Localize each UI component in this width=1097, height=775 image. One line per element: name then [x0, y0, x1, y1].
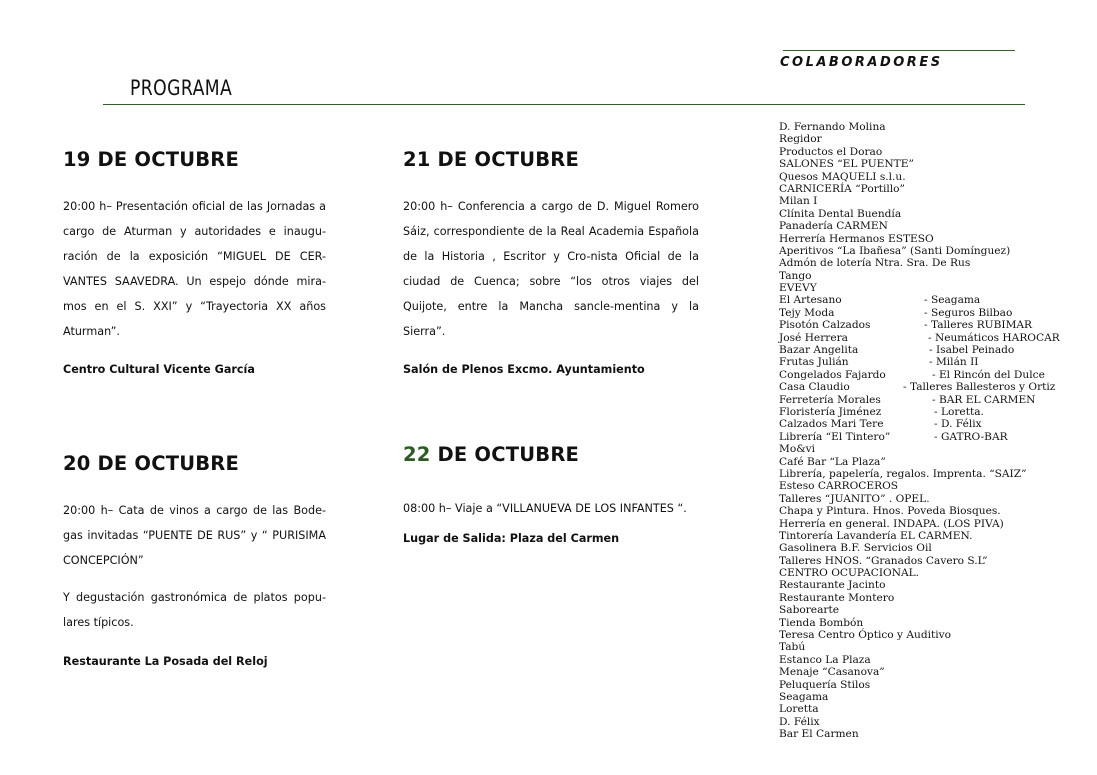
day-20-venue: Restaurante La Posada del Reloj — [63, 655, 268, 668]
colaborador-name: Casa Claudio — [779, 381, 850, 394]
day-21-heading: 21 DE OCTUBRE — [403, 148, 580, 171]
colaborador-item — [779, 716, 1079, 728]
colaborador-item — [779, 195, 1079, 207]
colaborador-item — [779, 431, 1079, 443]
colaborador-item — [779, 691, 1079, 703]
day-19-heading: 19 DE OCTUBRE — [63, 148, 240, 171]
colaborador-item — [779, 443, 1079, 455]
colaborador-name-secondary: - GATRO-BAR — [934, 430, 1008, 443]
colaborador-name: José Herrera — [779, 331, 848, 344]
colaborador-item — [779, 480, 1079, 492]
colaborador-name: Restaurante Montero — [779, 591, 895, 604]
colaborador-name: Menaje “Casanova” — [779, 666, 885, 679]
colaborador-name: Milan I — [779, 195, 818, 208]
colaborador-name: Tango — [779, 269, 812, 282]
colaborador-name-secondary: - Seagama — [924, 294, 981, 307]
colaborador-name: Pisotón Calzados — [779, 319, 871, 332]
colaborador-name: D. Fernando Molina — [779, 121, 886, 133]
colaboradores-list — [779, 121, 1079, 741]
colaborador-item — [779, 617, 1079, 629]
colaborador-item — [779, 468, 1079, 480]
colaborador-item — [779, 592, 1079, 604]
colaborador-name: Tabú — [779, 641, 806, 654]
colaborador-name: Talleres HNOS. “Granados Cavero S.L” — [779, 554, 988, 567]
colaborador-name: Calzados Mari Tere — [779, 418, 884, 431]
colaborador-item — [779, 245, 1079, 257]
colaborador-item — [779, 257, 1079, 269]
colaborador-name: Teresa Centro Óptico y Auditivo — [779, 629, 952, 642]
colaborador-name: Peluquería Stilos — [779, 678, 871, 691]
day-20-paragraph-2: Y degustación gastronómica de platos popu-lares típicos. — [63, 591, 326, 629]
colaborador-name: Aperitivos “La Ibañesa” (Santi Domínguez) — [779, 244, 1011, 257]
programa-heading: PROGRAMA — [130, 76, 233, 100]
colaborador-name: EVEVY — [779, 282, 817, 295]
colaborador-name-secondary: - Loretta. — [934, 405, 984, 418]
colaborador-item — [779, 394, 1079, 406]
colaborador-item — [779, 703, 1079, 715]
day-19-venue: Centro Cultural Vicente García — [63, 363, 255, 376]
colaborador-name: Loretta — [779, 703, 819, 716]
colaborador-name: Seagama — [779, 690, 829, 703]
colaborador-item — [779, 418, 1079, 430]
colaborador-name: Bar El Carmen — [779, 728, 859, 741]
day-20-heading: 20 DE OCTUBRE — [63, 452, 240, 475]
colaborador-name: Tienda Bombón — [779, 616, 864, 629]
colaborador-name: Admón de lotería Ntra. Sra. De Rus — [779, 257, 971, 270]
colaborador-item — [779, 567, 1079, 579]
day-22-number: 22 — [403, 443, 431, 466]
colaborador-item — [779, 270, 1079, 282]
day-22-heading — [403, 443, 579, 466]
colaborador-item — [779, 158, 1079, 170]
colaborador-item — [779, 505, 1079, 517]
colaborador-name: Clínita Dental Buendía — [779, 207, 902, 220]
colaborador-name: Regidor — [779, 133, 822, 146]
colaborador-name: Panadería CARMEN — [779, 220, 888, 233]
colaborador-name: SALONES “EL PUENTE” — [779, 158, 914, 171]
day-22-month: DE OCTUBRE — [430, 443, 580, 466]
colaborador-name: Gasolinera B.F. Servicios Oil — [779, 542, 932, 555]
colaborador-name: Estanco La Plaza — [779, 653, 871, 666]
colaborador-item — [779, 183, 1079, 195]
colaborador-name: Productos el Dorao — [779, 145, 883, 158]
colaborador-name: Quesos MAQUELI s.l.u. — [779, 170, 906, 183]
colaborador-name: CARNICERÍA “Portillo” — [779, 182, 905, 195]
day-22-paragraph: 08:00 h– Viaje a “VILLANUEVA DE LOS INFANTES “. — [403, 502, 687, 515]
day-21-venue: Salón de Plenos Excmo. Ayuntamiento — [403, 363, 645, 376]
colaborador-item — [779, 381, 1079, 393]
colaborador-item — [779, 344, 1079, 356]
colaborador-item — [779, 406, 1079, 418]
colaborador-item — [779, 233, 1079, 245]
colaborador-item — [779, 518, 1079, 530]
colaborador-name: CENTRO OCUPACIONAL. — [779, 567, 920, 580]
colaborador-item — [779, 146, 1079, 158]
colaborador-item — [779, 307, 1079, 319]
colaborador-name-secondary: - Neumáticos HAROCAR — [928, 331, 1060, 344]
colaborador-name: Mo&vi — [779, 443, 816, 456]
colaborador-name: Ferretería Morales — [779, 393, 881, 406]
colaborador-item — [779, 121, 1079, 133]
colaborador-name-secondary: - BAR EL CARMEN — [932, 393, 1036, 406]
colaboradores-top-rule — [783, 50, 1015, 51]
colaborador-name-secondary: - El Rincón del Dulce — [932, 368, 1045, 381]
colaborador-item — [779, 319, 1079, 331]
colaborador-name: Esteso CARROCEROS — [779, 480, 899, 493]
colaborador-name: Frutas Julián — [779, 356, 849, 369]
colaborador-name-secondary: - D. Félix — [934, 418, 982, 431]
colaborador-name: Café Bar “La Plaza” — [779, 455, 886, 468]
day-21-paragraph: 20:00 h– Conferencia a cargo de D. Miguel Romero Sáiz, correspondiente de la Real Academia Española de la Historia , Escritor y Cro-nista Oficial de la ciudad de Cuenca; sobre “los otros viajes del Quijote, entre la Mancha sancle-mentina y la Sierra”. — [403, 200, 699, 338]
colaborador-name: Saborearte — [779, 604, 839, 617]
day-19-paragraph: 20:00 h– Presentación oficial de las Jornadas a cargo de Aturman y autoridades e inaugu-ración de la exposición “MIGUEL DE CER-VANTES SAAVEDRA. Un espejo dónde mira-mos en el S. XXI” y “Trayectoria XX años Aturman”. — [63, 200, 326, 338]
colaborador-item — [779, 530, 1079, 542]
colaborador-name-secondary: - Talleres RUBIMAR — [924, 319, 1033, 332]
colaborador-item — [779, 456, 1079, 468]
colaborador-name-secondary: - Isabel Peinado — [929, 344, 1015, 357]
colaborador-name: Bazar Angelita — [779, 344, 859, 357]
colaborador-item — [779, 641, 1079, 653]
colaborador-item — [779, 654, 1079, 666]
colaborador-item — [779, 666, 1079, 678]
programa-rule — [103, 104, 1025, 105]
colaborador-item — [779, 369, 1079, 381]
colaborador-item — [779, 294, 1079, 306]
colaborador-item — [779, 282, 1079, 294]
colaborador-item — [779, 629, 1079, 641]
colaborador-item — [779, 679, 1079, 691]
colaborador-item — [779, 356, 1079, 368]
colaborador-name: Congelados Fajardo — [779, 368, 886, 381]
colaborador-name: D. Félix — [779, 715, 820, 728]
colaborador-name: Floristería Jiménez — [779, 405, 882, 418]
day-20-paragraph-1: 20:00 h– Cata de vinos a cargo de las Bode-gas invitadas “PUENTE DE RUS” y “ PURISIMA CONCEPCIÓN” — [63, 504, 326, 567]
day-19-description — [63, 194, 326, 344]
colaborador-item — [779, 542, 1079, 554]
day-20-description — [63, 498, 326, 635]
colaborador-item — [779, 332, 1079, 344]
colaborador-name: Librería “El Tintero” — [779, 430, 891, 443]
colaborador-name-secondary: - Talleres Ballesteros y Ortiz — [903, 381, 1056, 394]
day-22-description — [403, 496, 699, 521]
colaborador-item — [779, 171, 1079, 183]
colaborador-name: Tejy Moda — [779, 306, 835, 319]
colaborador-item — [779, 493, 1079, 505]
colaborador-name: El Artesano — [779, 294, 842, 307]
day-21-description — [403, 194, 699, 344]
colaborador-name-secondary: - Milán II — [929, 356, 979, 369]
colaborador-name: Talleres “JUANITO” . OPEL. — [779, 492, 930, 505]
colaborador-item — [779, 220, 1079, 232]
colaborador-name: Herrería Hermanos ESTESO — [779, 232, 934, 245]
colaborador-item — [779, 604, 1079, 616]
colaboradores-heading: COLABORADORES — [780, 55, 943, 70]
colaborador-name: Restaurante Jacinto — [779, 579, 886, 592]
colaborador-item — [779, 555, 1079, 567]
colaborador-item — [779, 728, 1079, 740]
colaborador-item — [779, 133, 1079, 145]
colaborador-name: Chapa y Pintura. Hnos. Poveda Biosques. — [779, 505, 1001, 518]
day-22-venue: Lugar de Salida: Plaza del Carmen — [403, 532, 620, 545]
colaborador-name-secondary: - Seguros Bilbao — [924, 306, 1013, 319]
colaborador-name: Herrería en general. INDAPA. (LOS PIVA) — [779, 517, 1004, 530]
colaborador-item — [779, 579, 1079, 591]
colaborador-item — [779, 208, 1079, 220]
colaborador-name: Librería, papelería, regalos. Imprenta. “SAIZ” — [779, 467, 1027, 480]
colaborador-name: Tintorería Lavandería EL CARMEN. — [779, 529, 973, 542]
